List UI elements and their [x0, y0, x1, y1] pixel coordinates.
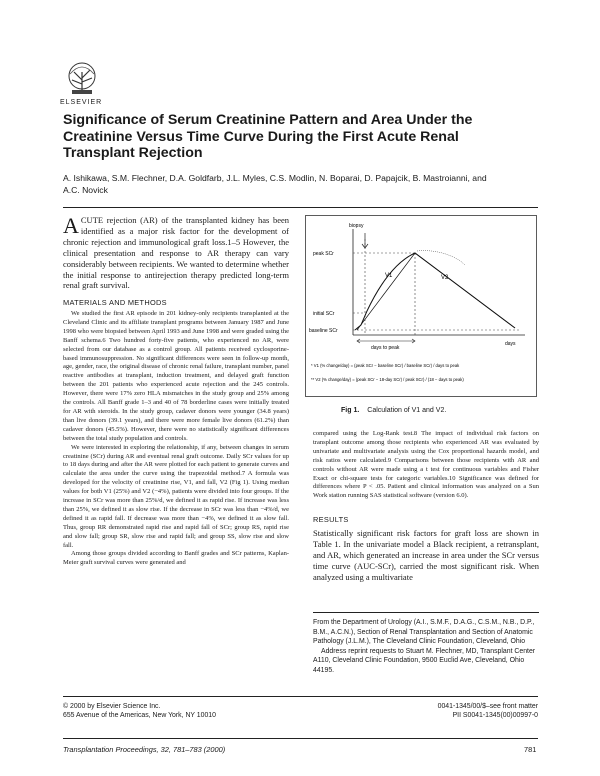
methods-body: [63, 310, 289, 568]
drop-cap: A: [63, 213, 79, 238]
v1-formula: * V1 (% change/day) = (peak SCr − baseline SCr) / baseline SCr) / days to peak: [311, 363, 460, 368]
biopsy-label: biopsy: [349, 223, 364, 229]
reprint-address: Address reprint requests to Stuart M. Flechner, MD, Transplant Center A110, Cleveland Clinic Foundation, 9500 Euclid Ave, Cleveland, Ohio 44195.: [313, 647, 536, 674]
footer-bottom-divider: [63, 738, 538, 739]
methods-heading: MATERIALS AND METHODS: [63, 298, 167, 307]
figure-1-caption: [341, 407, 446, 414]
figure-caption-label: Fig 1.: [341, 407, 360, 414]
methods-paragraph: We studied the first AR episode in 201 kidney-only recipients transplanted at the Cleveland Clinic and its affiliate transplant programs between January 1987 and June 1998 who were biopsied between April 1993 and June 1998 and were graded using the Banff schema.6 Two hundred forty-five patients, who experienced no AR, were selected from our database as a control group. All patients received cyclosporine-based immunosuppression. No significant differences were seen in follow-up month, age, gender, race, the original disease of chronic renal failure, transplant number, panel reactive antibodies at transplant, induction treatment, and delayed graft function between the 201 patients who experienced acute rejection and the 245 controls. However, there were 17% zero HLA mismatches in the study group and 25% among the controls. All Banff grade 1–3 and 40 of 78 borderline cases were initially treated for AR with steroids. In the study group, cadaver donors were younger (34.8 years) than live donors (39.1 years), and there were more female live donors (61.2%) than cadaver donors (45.5%). However, there were no statistically significant differences between the total study population and controls.: [63, 310, 289, 442]
v2-formula: ** V2 (% change/day) = (peak SCr − 18-day SCr) / peak SCr) / (18 − days to peak): [311, 377, 464, 382]
intro-text: CUTE rejection (AR) of the transplanted kidney has been identified as a major risk factor for the development of chronic rejection and immunological graft loss.1–5 However, the clinical presentation and response to AR therapy can vary considerably between recipients. We wanted to determine whether the initial response to antirejection therapy predicted long-term renal graft survival.: [63, 215, 289, 291]
elsevier-tree-logo-icon: [60, 60, 104, 100]
results-text: Statistically significant risk factors for graft loss are shown in Table 1. In the univariate model a Black recipient, a retransplant, and AR, which generated an increase in area under the SCr versus time curve (AUC-SCr), carried the most significant risk. When analyzed using a multivariate: [313, 528, 539, 582]
baseline-scr-label: baseline SCr: [309, 328, 338, 334]
footer-divider: [63, 696, 538, 697]
methods-paragraph: Among those groups divided according to Banff grades and SCr patterns, Kaplan-Meier graft survival curves were generated and: [63, 550, 289, 567]
issn-line: 0041-1345/00/$–see front matter: [437, 703, 538, 710]
pii-line: PII S0041-1345(00)00997-0: [452, 712, 538, 719]
right-column-text: [313, 430, 539, 501]
days-label: days: [505, 341, 516, 347]
initial-scr-label: initial SCr: [313, 311, 335, 317]
footnote-divider: [313, 612, 539, 613]
article-title: Significance of Serum Creatinine Pattern and Area Under the Creatinine Versus Time Curve During the First Acute Renal Transplant Rejection: [63, 112, 473, 162]
methods-continuation: compared using the Log-Rank test.8 The impact of individual risk factors on transplant outcome among those recipients who experienced AR was evaluated by univariate and multivariate analysis using the Cox proportional hazards model, and risk ratios were calculated.9 Comparisons between those recipients with AR and controls without AR were made using a t test for continuous variables and Fisher Exact or chi-square tests for categoric variables.10 Significance was defined for differences where P < .05. Patient and clinical information was analyzed on a Sun Work station running SAS statistical software (version 6.0).: [313, 430, 539, 500]
results-heading: RESULTS: [313, 515, 349, 524]
days-to-peak-label: days to peak: [371, 345, 400, 351]
peak-scr-label: peak SCr: [313, 251, 334, 257]
publisher-name: ELSEVIER: [60, 99, 103, 106]
issn-block: [408, 702, 538, 720]
author-list: A. Ishikawa, S.M. Flechner, D.A. Goldfarb, J.L. Myles, C.S. Modlin, N. Boparai, D. Papajcik, B. Mastroianni, and A.C. Novick: [63, 173, 487, 195]
affiliation-text: From the Department of Urology (A.I., S.M.F., D.A.G., C.S.M., N.B., D.P., B.M., A.C.N.), Section of Renal Transplantation and Section of Anatomic Pathology (J.L.M.), The Cleveland Clinic Foundation, Cleveland, Ohio: [313, 619, 535, 646]
methods-paragraph: We were interested in exploring the relationship, if any, between changes in serum creatinine (SCr) during AR and eventual renal graft outcome. Daily SCr values for up to 18 days during and after the AR were plotted for each patient to generate curves and calculate the area under the curve using the trapezoidal method.7 A formula was developed for the velocity of creatinine rise, V1, and fall, V2 (Fig 1). Using median values for both V1 (25%) and V2 (−4%), patients were divided into four groups. If the increase in SCr was more than 25%/d, we defined it as rapid rise. If increase was less than 25%, we defined it as slow rise. If the decrease in SCr was less than −4%/d, we defined it as rapid fall. If decrease was more than −4%, we defined it as slow fall. Thus, group RR demonstrated rapid rise and rapid fall of SCr; group RS, rapid rise and slow fall; group SR, slow rise and rapid fall; and group SS, slow rise and slow fall.: [63, 443, 289, 549]
header-divider: [63, 207, 538, 208]
affiliation-footnote: [313, 618, 539, 676]
page-number: 781: [524, 745, 537, 754]
copyright-block: [63, 702, 216, 720]
v1-label: V1: [385, 273, 393, 279]
copyright-line: © 2000 by Elsevier Science Inc.: [63, 703, 161, 710]
journal-citation: Transplantation Proceedings, 32, 781–783 (2000): [63, 745, 226, 754]
figure-caption-text: Calculation of V1 and V2.: [367, 407, 447, 414]
publisher-address: 655 Avenue of the Americas, New York, NY 10010: [63, 712, 216, 719]
figure-1-diagram: [305, 215, 537, 397]
intro-paragraph: [63, 215, 289, 291]
v2-label: V2: [441, 275, 449, 281]
